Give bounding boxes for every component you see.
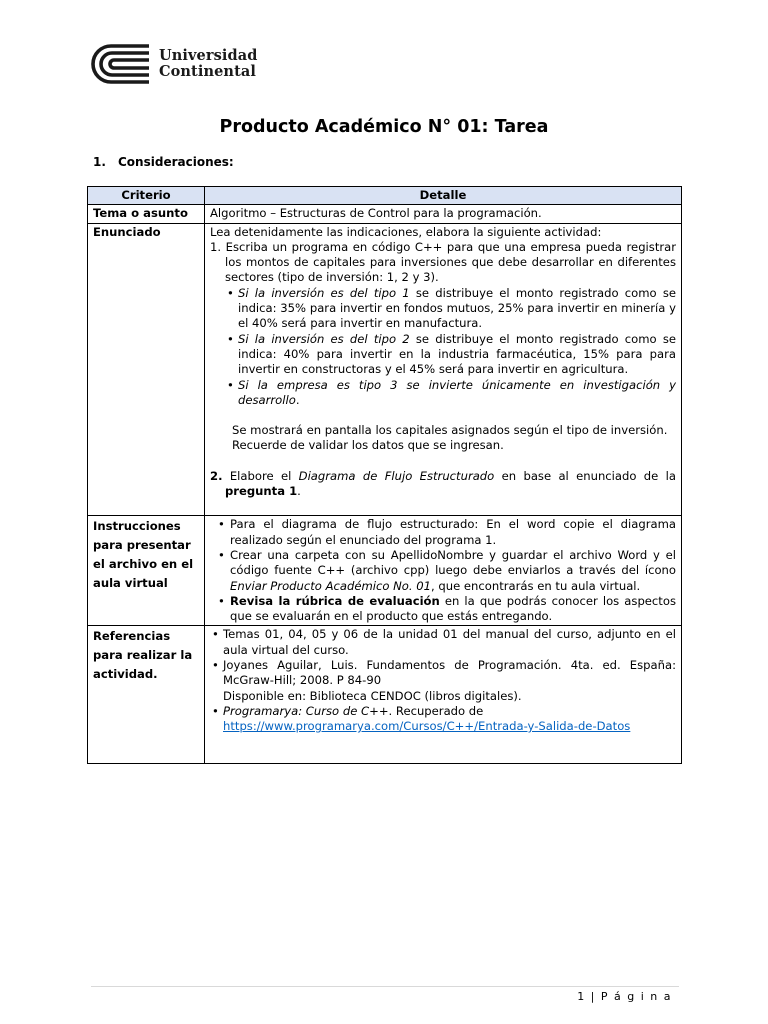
header-criterio: Criterio bbox=[88, 187, 205, 205]
enunciado-item-1: 1. Escriba un programa en código C++ para que una empresa pueda registrar los montos de capitales para inversiones que debe desarrollar en diferentes sectores (tipo de inversión: 1, 2 y 3). bbox=[210, 239, 676, 285]
table-row bbox=[88, 223, 682, 516]
detalle-enunciado bbox=[205, 223, 682, 516]
list-item: • Para el diagrama de flujo estructurado: En el word copie el diagrama realizado según el enunciado del programa 1. bbox=[210, 517, 676, 548]
university-logo-icon bbox=[91, 42, 151, 86]
section-label: Consideraciones: bbox=[118, 155, 234, 169]
criterio-tema: Tema o asunto bbox=[88, 205, 205, 223]
criterio-referencias: Referencias para realizar la actividad. bbox=[88, 626, 205, 764]
list-item: • Si la inversión es del tipo 1 se distribuye el monto registrado como se indica: 35% para invertir en fondos mutuos, 25% para invertir en minería y el 40% será para invertir en manufactura. bbox=[210, 286, 676, 332]
list-item: • Revisa la rúbrica de evaluación en la que podrás conocer los aspectos que se evaluarán en el producto que estás entregando. bbox=[210, 594, 676, 625]
criterio-enunciado: Enunciado bbox=[88, 223, 205, 516]
list-item: • Crear una carpeta con su ApellidoNombre y guardar el archivo Word y el código fuente C++ (archivo cpp) luego debe enviarlos a través del ícono Enviar Producto Académico No. 01, que encontrarás en tu aula virtual. bbox=[210, 548, 676, 594]
table-row bbox=[88, 205, 682, 223]
section-number: 1. bbox=[93, 155, 106, 169]
list-item: • Temas 01, 04, 05 y 06 de la unidad 01 del manual del curso, adjunto en el aula virtual del curso. bbox=[210, 627, 676, 658]
table-row bbox=[88, 516, 682, 626]
enunciado-intro: Lea detenidamente las indicaciones, elabora la siguiente actividad: bbox=[210, 224, 602, 239]
list-item: • Si la empresa es tipo 3 se invierte únicamente en investigación y desarrollo. bbox=[210, 378, 676, 409]
university-logo bbox=[91, 42, 257, 86]
list-item: • Si la inversión es del tipo 2 se distribuye el monto registrado como se indica: 40% para invertir en la industria farmacéutica, 15% para para invertir en constructoras y el 45% será para invertir en agricultura. bbox=[210, 332, 676, 378]
page-number: 1 | P á g i n a bbox=[577, 990, 672, 1003]
table-row bbox=[88, 626, 682, 764]
considerations-table bbox=[87, 186, 682, 764]
footer-divider bbox=[91, 986, 679, 987]
table-header-row bbox=[88, 187, 682, 205]
logo-line2: Continental bbox=[159, 63, 256, 80]
criterio-instrucciones: Instrucciones para presentar el archivo en el aula virtual bbox=[88, 516, 205, 626]
header-detalle: Detalle bbox=[205, 187, 682, 205]
enunciado-note-1: Se mostrará en pantalla los capitales asignados según el tipo de inversión. bbox=[232, 423, 668, 438]
section-heading bbox=[93, 155, 234, 169]
enunciado-item-2: 2. Elabore el Diagrama de Flujo Estructurado en base al enunciado de la pregunta 1. bbox=[210, 468, 676, 499]
detalle-referencias bbox=[205, 626, 682, 764]
detalle-tema: Algoritmo – Estructuras de Control para la programación. bbox=[205, 205, 682, 223]
page-title: Producto Académico N° 01: Tarea bbox=[219, 117, 549, 137]
enunciado-note-2: Recuerde de validar los datos que se ingresan. bbox=[232, 438, 504, 453]
list-item: • Joyanes Aguilar, Luis. Fundamentos de Programación. 4ta. ed. España: McGraw-Hill; 2008. P 84-90 Disponible en: Biblioteca CENDOC (libros digitales). bbox=[210, 658, 676, 704]
detalle-instrucciones bbox=[205, 516, 682, 626]
logo-line1: Universidad bbox=[159, 47, 258, 64]
list-item: • Programarya: Curso de C++. Recuperado de https://www.programarya.com/Cursos/C++/Entrada-y-Salida-de-Datos bbox=[210, 704, 676, 735]
reference-link[interactable]: https://www.programarya.com/Cursos/C++/Entrada-y-Salida-de-Datos bbox=[223, 719, 631, 734]
